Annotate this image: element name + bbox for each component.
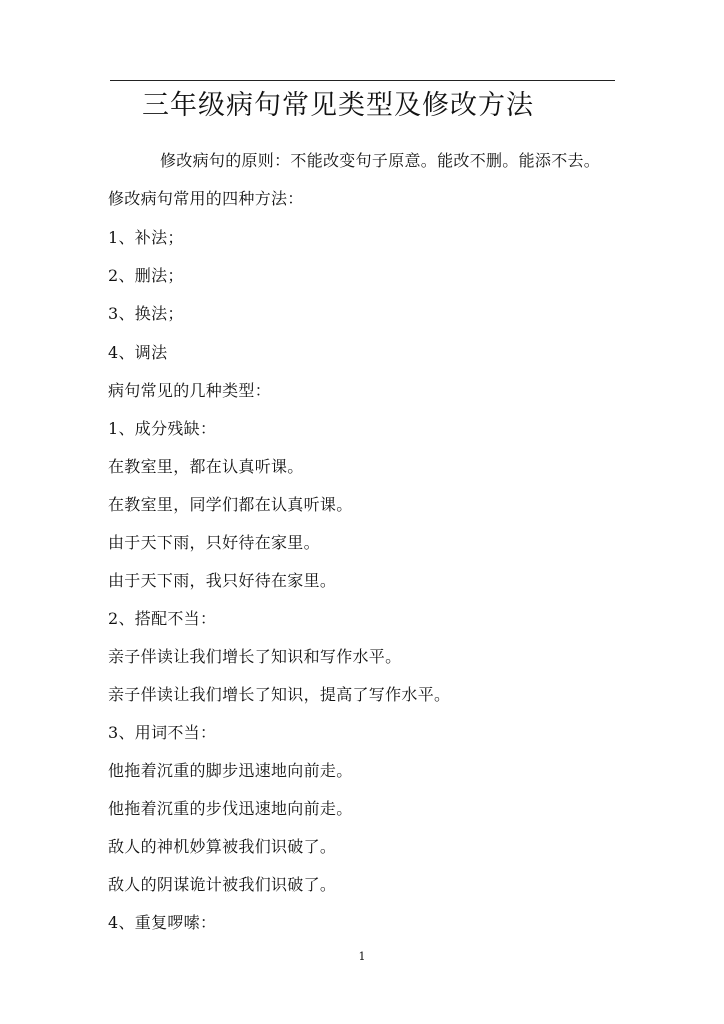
method-item: 4、调法 [108,343,168,362]
type-heading: 2、搭配不当： [108,609,217,628]
example-sentence: 亲子伴读让我们增长了知识和写作水平。 [108,647,402,666]
types-heading: 病句常见的几种类型： [108,381,272,400]
header-rule [110,80,615,81]
type-heading: 3、用词不当： [108,723,217,742]
principle-line: 修改病句的原则：不能改变句子原意。能改不删。能添不去。 [160,151,601,170]
methods-heading: 修改病句常用的四种方法： [108,189,304,208]
method-item: 2、删法； [108,266,184,285]
example-sentence: 敌人的神机妙算被我们识破了。 [108,837,337,856]
method-item: 1、补法； [108,228,184,247]
example-sentence: 亲子伴读让我们增长了知识，提高了写作水平。 [108,685,451,704]
type-heading: 1、成分残缺： [108,419,217,438]
method-item: 3、换法； [108,304,184,323]
example-sentence: 由于天下雨，我只好待在家里。 [108,571,337,590]
document-title: 三年级病句常见类型及修改方法 [142,90,534,121]
example-sentence: 由于天下雨，只好待在家里。 [108,533,320,552]
page-number: 1 [358,950,366,963]
example-sentence: 他拖着沉重的脚步迅速地向前走。 [108,761,353,780]
example-sentence: 在教室里，同学们都在认真听课。 [108,495,353,514]
example-sentence: 他拖着沉重的步伐迅速地向前走。 [108,799,353,818]
example-sentence: 敌人的阴谋诡计被我们识破了。 [108,875,337,894]
example-sentence: 在教室里，都在认真听课。 [108,457,304,476]
type-heading: 4、重复啰嗦： [108,913,217,932]
